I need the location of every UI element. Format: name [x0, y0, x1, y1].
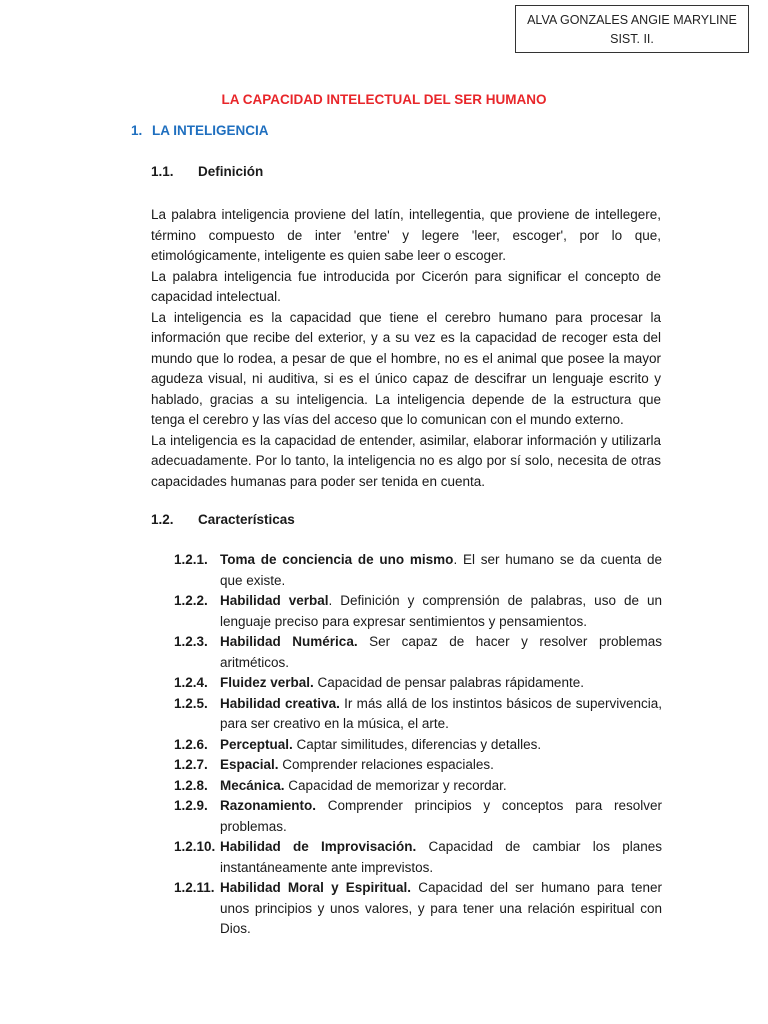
paragraph: La inteligencia es la capacidad de entender, asimilar, elaborar información y utilizarla adecuadamente. Por lo tanto, la inteligencia no es algo por sí solo, necesita de otras capacidades humanas para poder ser tenida en cuenta. — [151, 432, 661, 489]
list-item — [174, 878, 662, 940]
list-item — [174, 694, 662, 735]
item-number: 1.2.11. — [174, 880, 215, 895]
item-text: Capacidad de memorizar y recordar. — [284, 777, 507, 793]
section-title: LA INTELIGENCIA — [152, 123, 269, 138]
item-term: Habilidad de Improvisación. — [220, 839, 417, 854]
item-content — [220, 632, 662, 673]
item-term: Habilidad Numérica. — [220, 634, 358, 649]
item-number: 1.2.1. — [174, 552, 208, 567]
paragraph: La palabra inteligencia proviene del latín, intellegentia, que proviene de intellegere, término compuesto de inter 'entre' y legere 'leer, escoger', por lo que, etimológicamente, inteligente es quien sabe leer o escoger. — [151, 207, 661, 263]
item-text: Captar similitudes, diferencias y detalles. — [292, 736, 542, 752]
item-term: Habilidad Moral y Espiritual. — [220, 880, 412, 895]
item-text: . El ser humano se da cuenta de que existe. — [220, 552, 662, 588]
item-number: 1.2.10. — [174, 839, 216, 854]
course-name: SIST. II. — [610, 32, 654, 46]
author-box — [515, 5, 749, 53]
item-text: Ir más allá de los instintos básicos de supervivencia, para ser creativo en la música, el arte. — [220, 695, 662, 731]
item-content — [220, 735, 662, 756]
item-term: Fluidez verbal. — [220, 675, 314, 690]
item-content — [220, 878, 662, 940]
list-item — [174, 776, 662, 797]
item-content — [220, 837, 662, 878]
item-number: 1.2.3. — [174, 634, 208, 649]
list-item — [174, 735, 662, 756]
item-number: 1.2.4. — [174, 675, 208, 690]
section-number: 1. — [131, 123, 143, 138]
item-number: 1.2.2. — [174, 593, 208, 608]
document-title: LA CAPACIDAD INTELECTUAL DEL SER HUMANO — [221, 92, 547, 107]
paragraph: La palabra inteligencia fue introducida por Cicerón para significar el concepto de capacidad intelectual. — [151, 268, 661, 304]
author-name: ALVA GONZALES ANGIE MARYLINE — [527, 13, 737, 27]
item-text: Ser capaz de hacer y resolver problemas aritméticos. — [220, 634, 662, 670]
item-term: Razonamiento. — [220, 798, 317, 813]
list-item — [174, 755, 662, 776]
item-number: 1.2.7. — [174, 757, 208, 772]
list-item — [174, 591, 662, 632]
list-item — [174, 673, 662, 694]
subsection-heading-definition — [151, 164, 263, 179]
item-term: Perceptual. — [220, 736, 293, 752]
list-item — [174, 632, 662, 673]
item-text: . Definición y comprensión de palabras, uso de un lenguaje preciso para expresar sentimientos y pensamientos. — [220, 593, 662, 629]
item-content — [220, 796, 662, 837]
item-content — [220, 776, 662, 797]
item-content — [220, 673, 662, 694]
item-text: Comprender principios y conceptos para resolver problemas. — [220, 798, 662, 834]
item-text: Capacidad de pensar palabras rápidamente. — [313, 675, 584, 690]
paragraph: La inteligencia es la capacidad que tiene el cerebro humano para procesar la información que recibe del exterior, y a su vez es la capacidad de recoger esta del mundo que lo rodea, a pesar de que el hombre, no es el animal que posee la mayor agudeza visual, ni auditiva, si es el único capaz de descifrar un lenguaje escrito y hablado, gracias a su inteligencia. La inteligencia depende de la estructura que tenga el cerebro y las vías del acceso que lo comunican con el mundo externo. — [151, 309, 661, 427]
item-text: Comprender relaciones espaciales. — [278, 757, 494, 772]
list-item — [174, 837, 662, 878]
item-term: Habilidad verbal — [220, 593, 329, 608]
item-term: Mecánica. — [220, 777, 285, 793]
item-content — [220, 755, 662, 776]
item-term: Toma de conciencia de uno mismo — [220, 552, 454, 567]
item-number: 1.2.6. — [174, 736, 208, 752]
item-content — [220, 694, 662, 735]
section-heading — [131, 123, 269, 138]
item-term: Habilidad creativa. — [220, 695, 340, 711]
subsection-number: 1.2. — [151, 512, 174, 527]
list-item — [174, 796, 662, 837]
item-number: 1.2.9. — [174, 798, 208, 813]
item-content — [220, 591, 662, 632]
subsection-number: 1.1. — [151, 164, 174, 179]
subsection-heading-characteristics — [151, 512, 295, 527]
item-number: 1.2.5. — [174, 695, 208, 711]
item-text: Capacidad de cambiar los planes instantáneamente ante imprevistos. — [220, 839, 662, 875]
subsection-title: Características — [198, 512, 295, 527]
item-text: Capacidad del ser humano para tener unos principios y unos valores, y para tener una relación espiritual con Dios. — [220, 880, 662, 936]
subsection-title: Definición — [198, 164, 264, 179]
definition-body — [151, 205, 661, 492]
list-item — [174, 550, 662, 591]
item-term: Espacial. — [220, 757, 279, 772]
item-content — [220, 550, 662, 591]
characteristics-list — [174, 550, 662, 940]
item-number: 1.2.8. — [174, 777, 208, 793]
